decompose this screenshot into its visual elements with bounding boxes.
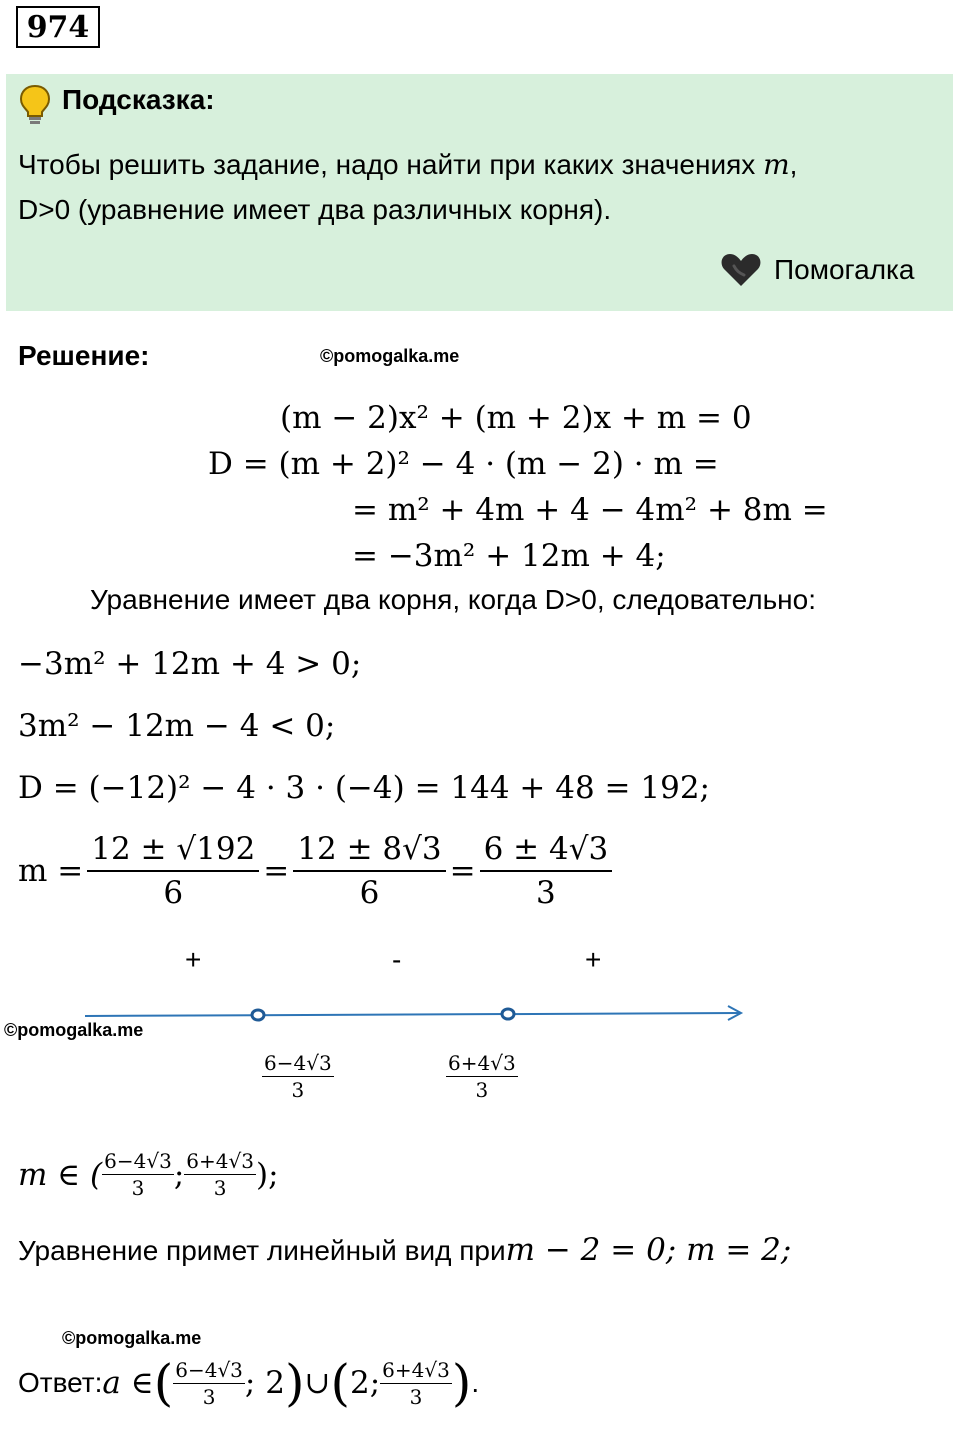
sign-3: + <box>585 944 602 975</box>
point-label-2: $\frac{6+4√3}{3}$ <box>448 1051 516 1102</box>
point-label-1: $\frac{6-4√3}{3}$ <box>264 1051 332 1102</box>
axis-line <box>85 1013 740 1016</box>
watermark: ©pomogalka.me <box>320 346 460 366</box>
equation-4: = −3m² + 12m + 4; <box>352 538 666 574</box>
hint-text-line1: Чтобы решить задание, надо найти при каких значениях m, <box>18 148 798 181</box>
open-point-1 <box>252 1010 264 1020</box>
answer: Ответ: a ∈ ( $\frac{6-4√3}{3}$ ; 2 ) ∪ ( 2; $\frac{6+4√3}{3}$ ) . <box>18 1354 480 1412</box>
roots-formula: m = $\frac{12 \pm √192}{6}$ = $\frac{12 \pm 8√3}{6}$ = $\frac{6 \pm 4√3}{3}$ <box>18 832 616 910</box>
solution-title: Решение: <box>18 340 150 371</box>
sign-1: + <box>185 944 202 975</box>
linear-case: Уравнение примет линейный вид при m − 2 = 0; m = 2; <box>18 1232 792 1268</box>
root-fraction-3: $\frac{6 \pm 4√3}{3}$ <box>480 832 613 910</box>
lightbulb-icon <box>18 84 52 126</box>
brand-name: Помогалка <box>774 254 915 285</box>
equation-2: D = (m + 2)² − 4 · (m − 2) · m = <box>208 446 719 482</box>
equation-1: (m − 2)x² + (m + 2)x + m = 0 <box>280 400 752 436</box>
condition-text: Уравнение имеет два корня, когда D>0, следовательно: <box>90 584 816 615</box>
equation-3: = m² + 4m + 4 − 4m² + 8m = <box>352 492 828 528</box>
heart-icon <box>720 252 762 288</box>
answer-label: Ответ: <box>18 1367 103 1398</box>
brand <box>720 252 914 288</box>
inequality-2: 3m² − 12m − 4 < 0; <box>18 708 336 744</box>
watermark: ©pomogalka.me <box>62 1328 202 1348</box>
discriminant: D = (−12)² − 4 · 3 · (−4) = 144 + 48 = 192; <box>18 770 710 806</box>
number-line <box>80 1000 750 1030</box>
root-fraction-2: $\frac{12 \pm 8√3}{6}$ <box>293 832 445 910</box>
inequality-1: −3m² + 12m + 4 > 0; <box>18 646 362 682</box>
sign-2: - <box>392 944 402 975</box>
watermark: ©pomogalka.me <box>4 1020 144 1040</box>
hint-text-line2: D>0 (уравнение имеет два различных корня). <box>18 194 612 225</box>
open-point-2 <box>502 1009 514 1019</box>
task-number: 974 <box>16 6 100 48</box>
hint-title: Подсказка: <box>62 84 215 115</box>
root-fraction-1: $\frac{12 \pm √192}{6}$ <box>87 832 259 910</box>
roots-lhs: m = <box>18 853 84 890</box>
interval-result: m ∈ ( $\frac{6-4√3}{3}$ ; $\frac{6+4√3}{3}$ ); <box>18 1149 279 1200</box>
